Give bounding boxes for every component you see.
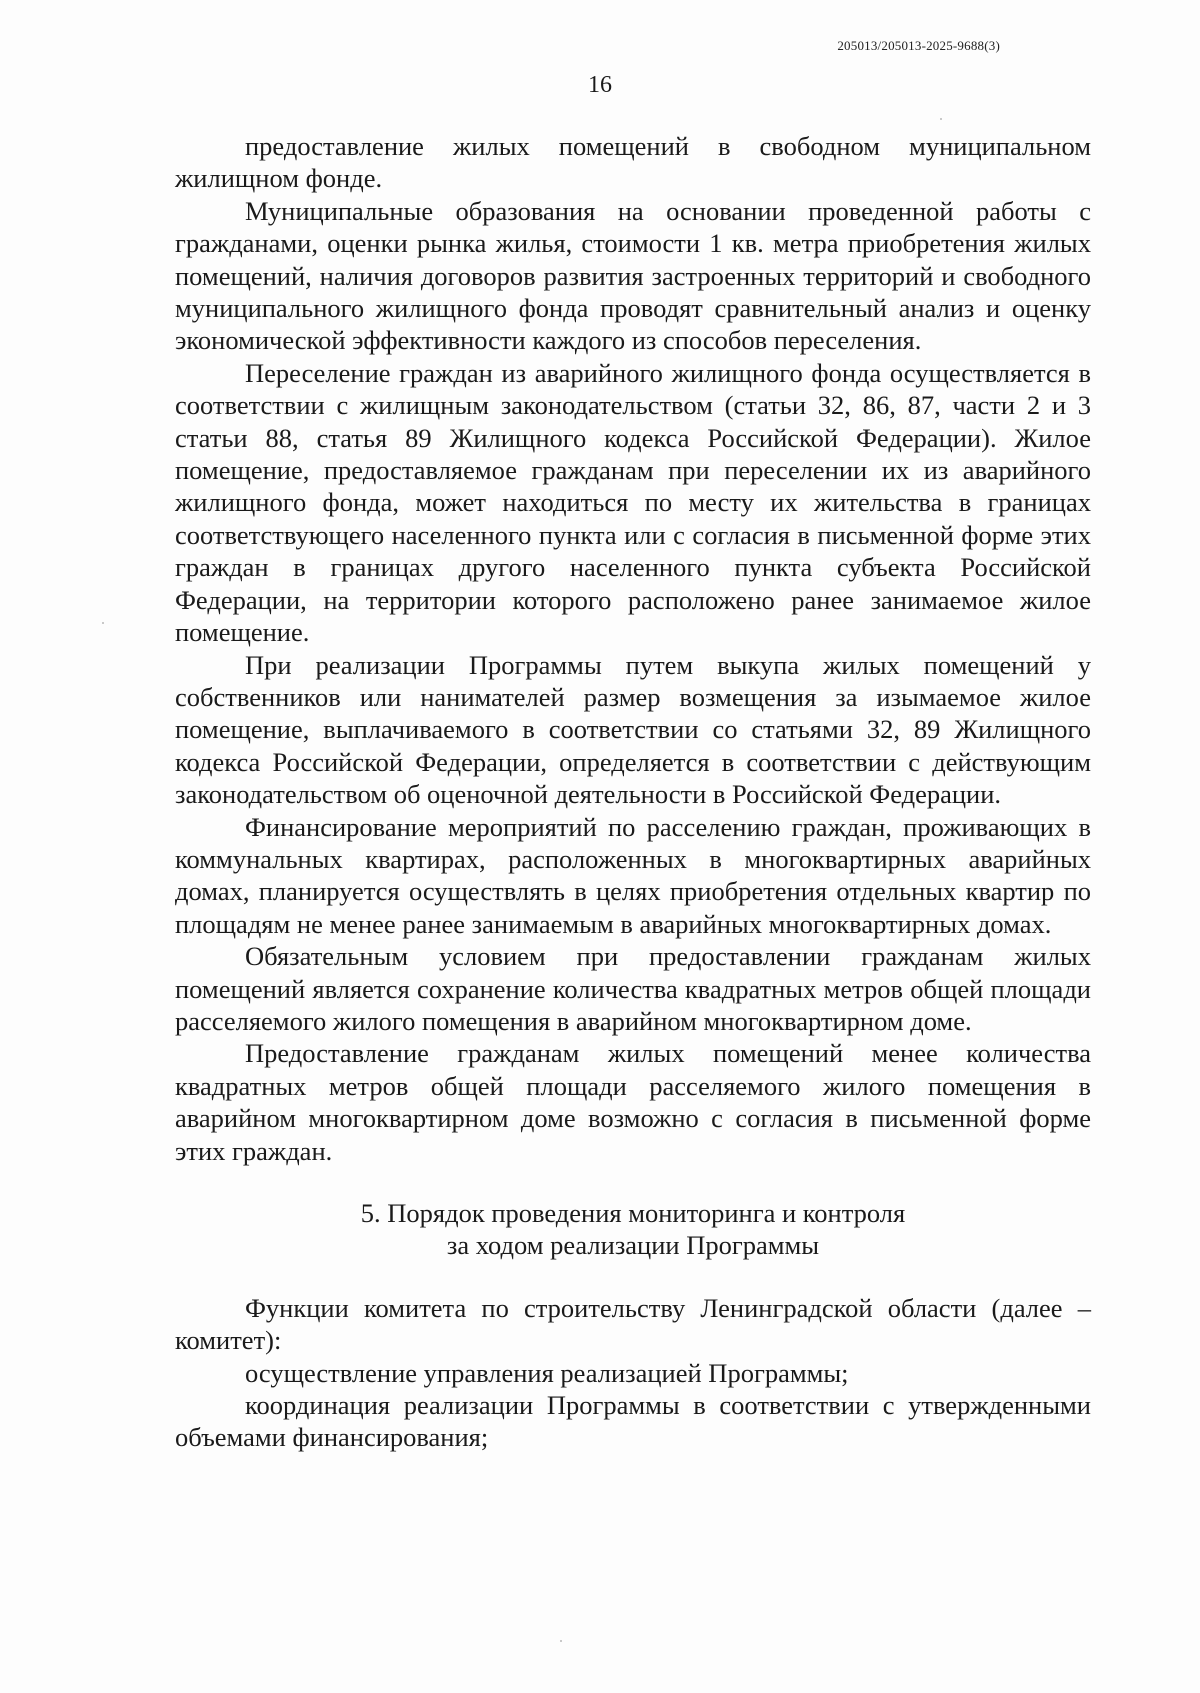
paragraph: Финансирование мероприятий по расселению граждан, проживающих в коммунальных квартирах, расположенных в многоквартирных аварийных домах, планируется осуществлять в целях приобретения отдельных квартир по площадям не менее ранее занимаемым в аварийных многоквартирных домах.	[175, 811, 1091, 939]
list-item: осуществление управления реализацией Программы;	[245, 1357, 849, 1388]
scan-speck	[560, 1640, 562, 1642]
section-heading-line: за ходом реализации Программы	[446, 1230, 820, 1261]
paragraph: Функции комитета по строительству Ленинградской области (далее – комитет):	[175, 1292, 1091, 1356]
paragraph: Муниципальные образования на основании проведенной работы с гражданами, оценки рынка жилья, стоимости 1 кв. метра приобретения жилых помещений, наличия договоров развития застроенных территорий и свободного муниципального жилищного фонда проводят сравнительный анализ и оценку экономической эффективности каждого из способов переселения.	[175, 195, 1091, 356]
paragraph-continuation: предоставление жилых помещений в свободном муниципальном жилищном фонде.	[175, 131, 1091, 194]
section-heading-line: 5. Порядок проведения мониторинга и контроля	[360, 1198, 906, 1228]
document-registration-number: 205013/205013-2025-9688(3)	[837, 38, 1000, 53]
paragraph: Переселение граждан из аварийного жилищного фонда осуществляется в соответствии с жилищным законодательством (статьи 32, 86, 87, части 2 и 3 статьи 88, статья 89 Жилищного кодекса Российской Федерации). Жилое помещение, предоставляемое гражданам при переселении их из аварийного жилищного фонда, может находиться по месту их жительства в границах соответствующего населенного пункта или с согласия в письменной форме этих граждан в границах другого населенного пункта субъекта Российской Федерации, на территории которого расположено ранее занимаемое жилое помещение.	[175, 357, 1091, 648]
scan-speck	[940, 118, 942, 120]
list-item: координация реализации Программы в соответствии с утвержденными объемами финансирования;	[175, 1390, 1091, 1453]
page-number: 16	[588, 72, 612, 98]
paragraph: Предоставление гражданам жилых помещений менее количества квадратных метров общей площади расселяемого жилого помещения в аварийном многоквартирном доме возможно с согласия в письменной форме этих граждан.	[175, 1038, 1091, 1166]
section-heading	[175, 1197, 1091, 1262]
paragraph: При реализации Программы путем выкупа жилых помещений у собственников или нанимателей размер возмещения за изымаемое жилое помещение, выплачиваемого в соответствии со статьями 32, 89 Жилищного кодекса Российской Федерации, определяется в соответствии с действующим законодательством об оценочной деятельности в Российской Федерации.	[175, 649, 1091, 810]
scan-speck	[102, 622, 104, 624]
paragraph: Обязательным условием при предоставлении гражданам жилых помещений является сохранение количества квадратных метров общей площади расселяемого жилого помещения в аварийном многоквартирном доме.	[175, 941, 1091, 1036]
document-body	[175, 130, 1091, 1454]
